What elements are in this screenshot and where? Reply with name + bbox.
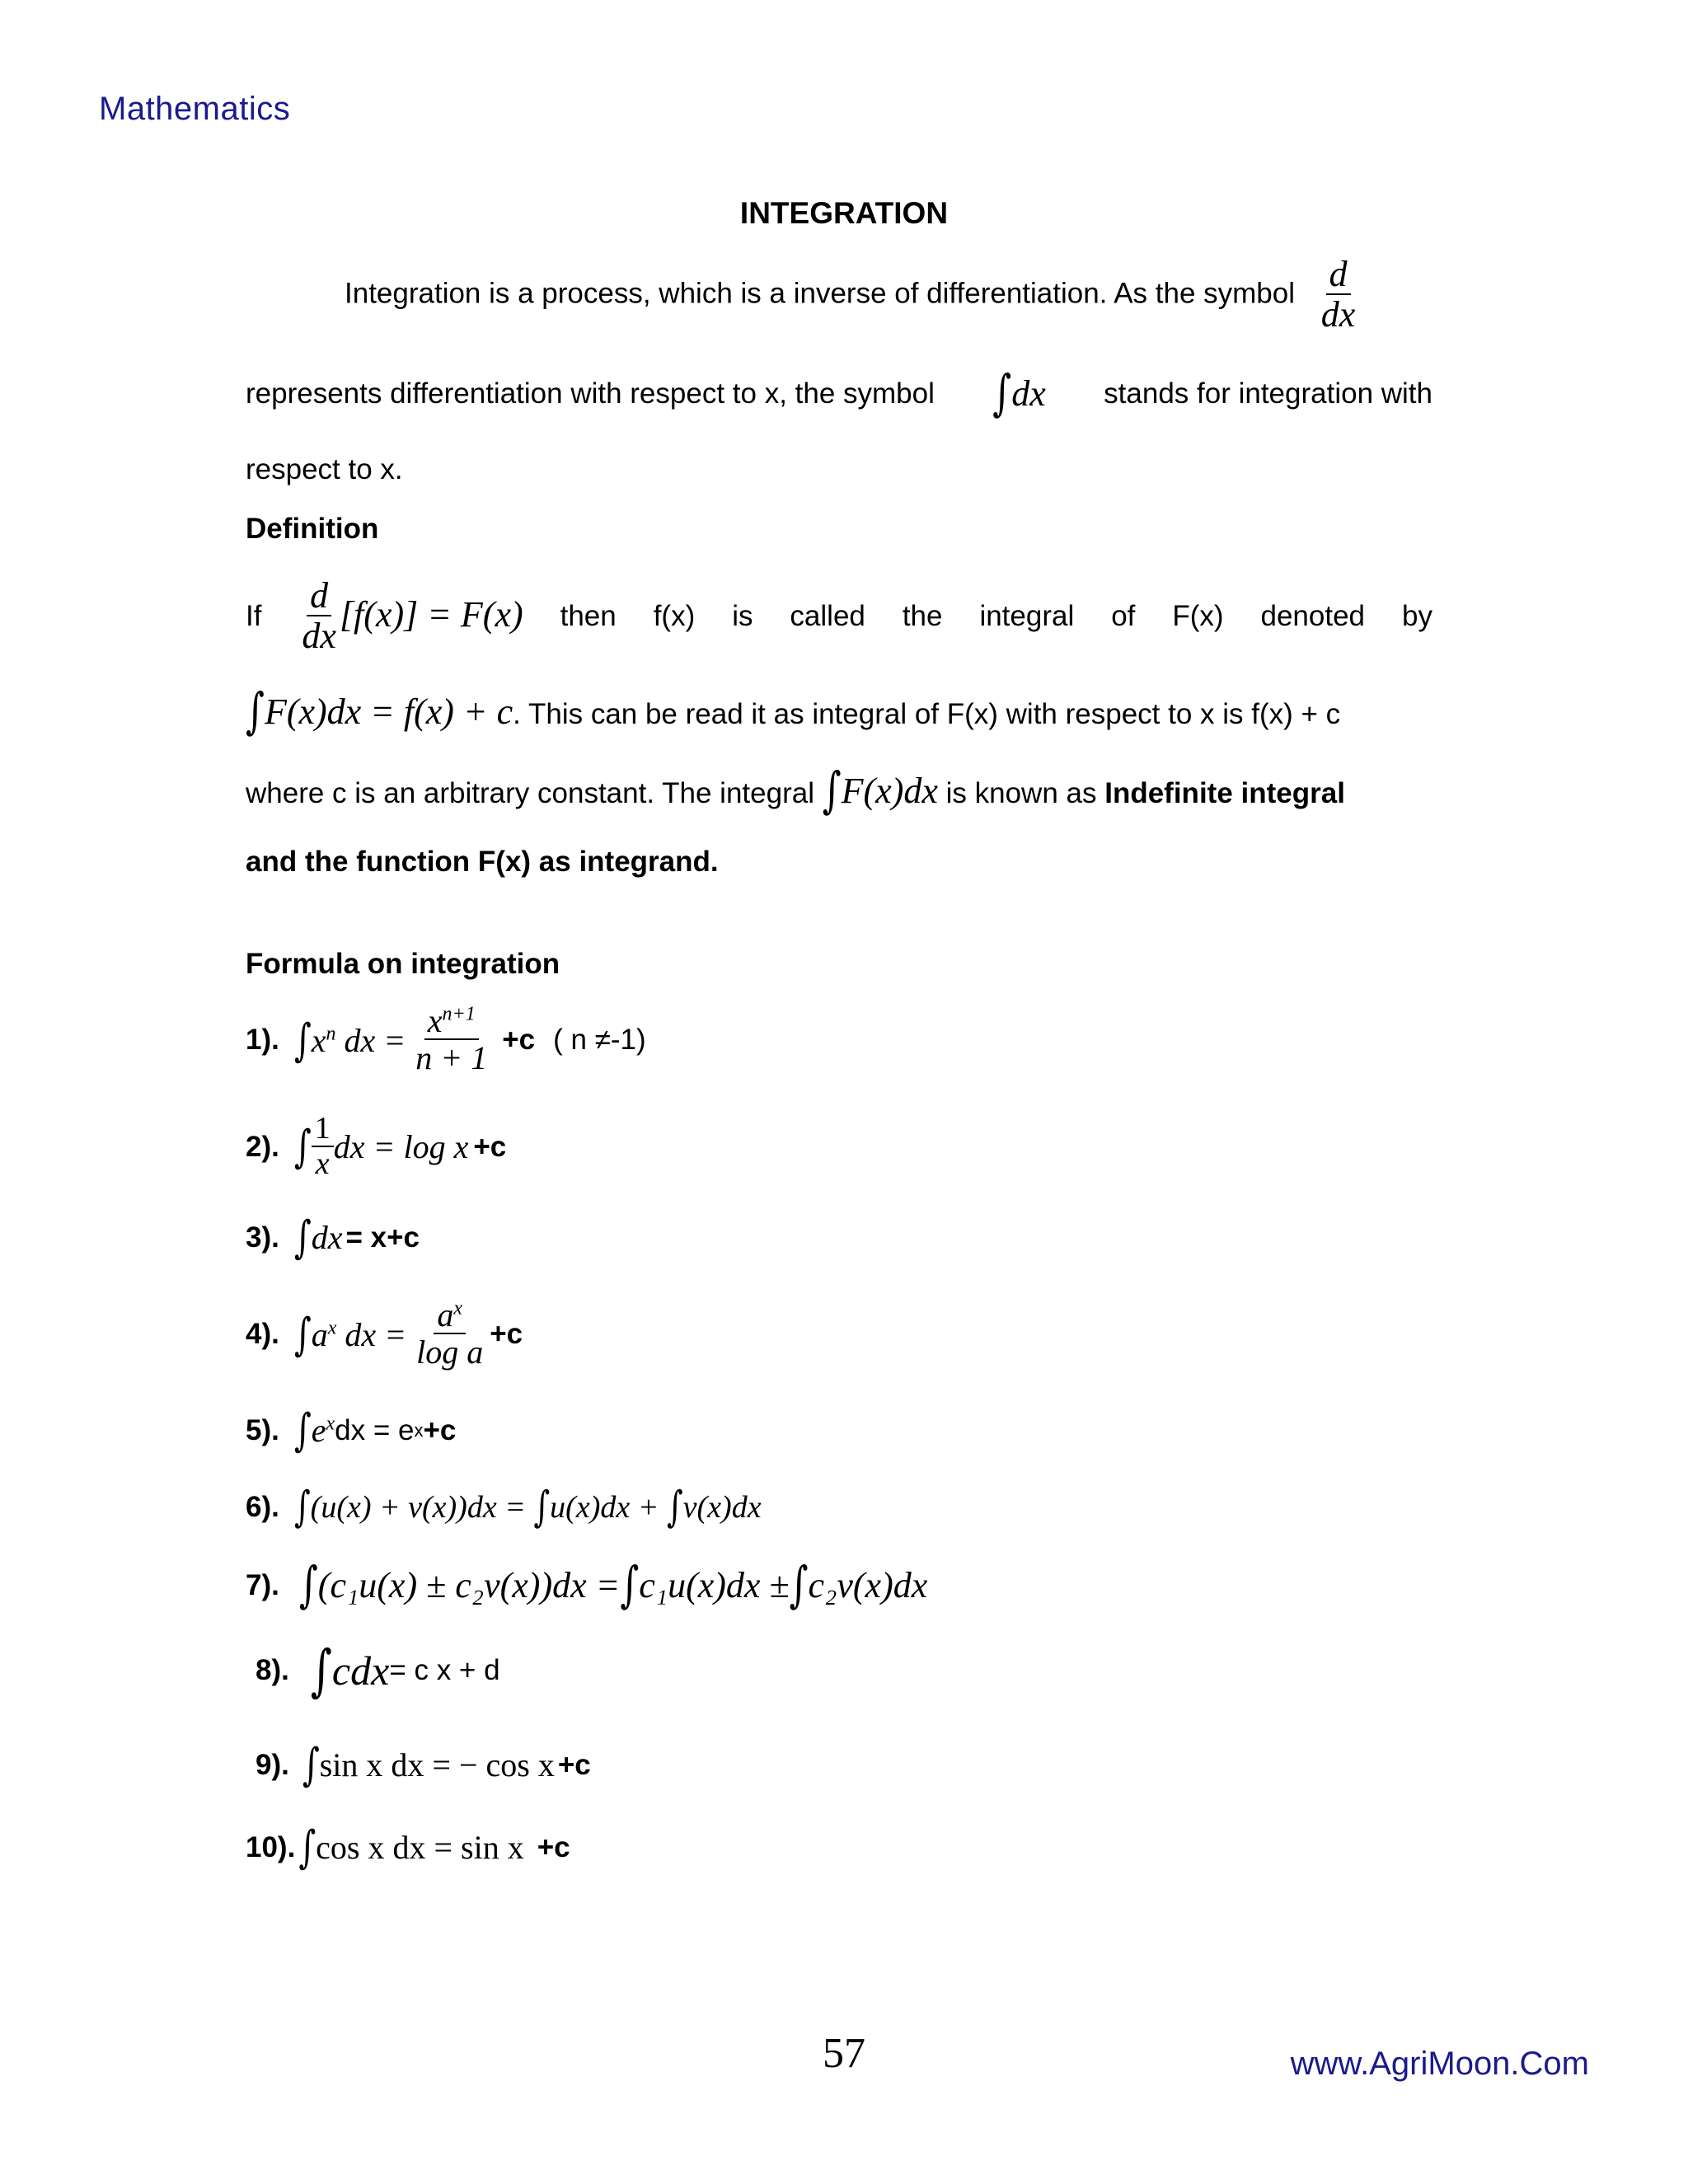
- derivative-expression: [298, 577, 523, 657]
- cdx-text: cdx: [331, 1647, 390, 1694]
- definition-line-2: [246, 683, 1341, 740]
- word: the: [902, 600, 943, 633]
- definition-text-3a: where c is an arbitrary constant. The integral: [246, 777, 814, 809]
- base: a: [311, 1315, 328, 1353]
- intro-line-1: [345, 255, 1358, 335]
- power-fraction: [412, 1004, 490, 1076]
- exponent: x: [327, 1317, 337, 1339]
- definition-heading: Definition: [246, 513, 379, 545]
- integral-sign: ∫: [293, 1404, 312, 1457]
- frac-den: x: [315, 1146, 330, 1181]
- formula-label: 10).: [246, 1830, 296, 1863]
- integral-dx-symbol: [992, 365, 1046, 422]
- formula-expression: [302, 1739, 555, 1792]
- integral-equation: [246, 683, 513, 740]
- integral-sign: ∫: [293, 1015, 312, 1066]
- num-exponent: n+1: [442, 1003, 476, 1025]
- formula-part-2: u(x)dx +: [550, 1490, 659, 1525]
- formula-part-2: c₁u(x)dx ±: [639, 1565, 790, 1605]
- plus-c: +c: [557, 1748, 591, 1781]
- formula-1: [246, 1004, 646, 1076]
- indefinite-integral-term: Indefinite integral: [1104, 777, 1345, 809]
- word: by: [1401, 600, 1432, 633]
- frac-num: 1: [312, 1113, 334, 1147]
- formula-label: 5).: [246, 1413, 279, 1446]
- integral-sign: ∫: [620, 1557, 640, 1614]
- definition-text-2: . This can be read it as integral of F(x) with respect to x is f(x) + c: [513, 698, 1341, 730]
- d-dx-symbol: [1318, 255, 1359, 335]
- formula-expression: [310, 1638, 390, 1704]
- header-subject: Mathematics: [99, 91, 291, 127]
- lhs-tail: dx =: [335, 1021, 406, 1059]
- plus-c: +c: [502, 1024, 536, 1056]
- integral-sign: ∫: [246, 683, 265, 740]
- integral-sign: ∫: [310, 1638, 332, 1704]
- equation-text: F(x)dx = f(x) + c: [264, 691, 513, 732]
- integral-sign: ∫: [666, 1482, 683, 1531]
- dx-text: dx: [1011, 373, 1046, 414]
- word: called: [790, 600, 865, 633]
- frac-den: dx: [1320, 294, 1356, 335]
- exponential-fraction: [413, 1298, 486, 1371]
- frac-num: d: [307, 577, 331, 616]
- formula-2: [246, 1113, 506, 1182]
- intro-text-2a: represents differentiation with respect to x, the symbol: [246, 377, 935, 410]
- integral-sign: ∫: [822, 762, 842, 819]
- sin-expression: sin x dx = − cos x: [319, 1746, 555, 1783]
- page-number: 57: [823, 2030, 865, 2077]
- word: f(x): [653, 600, 696, 633]
- lhs-tail: dx =: [336, 1315, 407, 1353]
- formula-expression: [298, 1557, 928, 1614]
- exponent: x: [326, 1413, 335, 1435]
- word: of: [1111, 600, 1136, 633]
- formula-expression: dx: [311, 1219, 343, 1256]
- formula-part-3: v(x)dx: [682, 1490, 762, 1525]
- word: is: [732, 600, 753, 633]
- condition: ( n ≠-1): [553, 1024, 646, 1056]
- frac-den: n + 1: [415, 1039, 488, 1076]
- integral-sign: ∫: [533, 1482, 551, 1531]
- formula-label: 9).: [256, 1748, 289, 1781]
- num-exponent: x: [453, 1297, 462, 1319]
- plus-c: +c: [423, 1413, 457, 1446]
- integral-sign: ∫: [992, 365, 1012, 422]
- word: F(x): [1172, 600, 1224, 633]
- bracket-expression: [f(x)] = F(x): [339, 593, 523, 635]
- integral-sign: ∫: [293, 1212, 312, 1264]
- formulas-heading: Formula on integration: [246, 948, 560, 980]
- plus-c: +c: [490, 1318, 523, 1350]
- formula-label: 7).: [246, 1568, 279, 1601]
- rhs-exponent: x: [414, 1419, 424, 1441]
- exponent: n: [326, 1023, 336, 1045]
- word: then: [560, 600, 617, 633]
- formula-rhs: dx = log x: [333, 1128, 469, 1166]
- formula-expression: [293, 1404, 335, 1457]
- formula-label: 6).: [246, 1490, 279, 1523]
- formula-expression: [293, 1309, 407, 1361]
- frac-num: d: [1326, 255, 1351, 295]
- formula-part-3: c₂v(x)dx: [808, 1565, 928, 1605]
- integral-fx-dx: [822, 762, 938, 819]
- fx-dx-text: F(x)dx: [841, 771, 938, 811]
- formula-label: 3).: [246, 1221, 279, 1254]
- integral-sign: ∫: [293, 1482, 311, 1531]
- formula-rhs: dx = e: [335, 1413, 415, 1446]
- word: integral: [979, 600, 1075, 633]
- formula-10: [246, 1821, 570, 1874]
- base: e: [311, 1412, 326, 1449]
- formula-label: 8).: [256, 1654, 289, 1686]
- num-base: a: [437, 1296, 454, 1333]
- d-dx-fraction: [298, 577, 340, 657]
- formula-9: [256, 1739, 591, 1792]
- formula-6: [246, 1482, 762, 1531]
- word: denoted: [1260, 600, 1366, 633]
- definition-text-3b: is known as: [945, 777, 1097, 809]
- integral-sign: ∫: [298, 1557, 318, 1614]
- num-base: x: [427, 1002, 443, 1039]
- formula-5: [246, 1404, 457, 1457]
- integral-sign: ∫: [293, 1309, 312, 1361]
- integral-sign: ∫: [789, 1557, 809, 1614]
- footer-site-link[interactable]: www.AgriMoon.Com: [1290, 2046, 1589, 2082]
- if-word: If: [246, 600, 262, 633]
- cos-expression: cos x dx = sin x: [316, 1829, 524, 1866]
- plus-c: +c: [537, 1830, 570, 1863]
- integral-sign: ∫: [302, 1739, 320, 1792]
- formula-rhs: = x+c: [345, 1221, 420, 1254]
- intro-line-2: [246, 365, 1432, 422]
- formula-expression: [293, 1015, 406, 1066]
- integral-sign: ∫: [298, 1821, 316, 1874]
- formula-label: 2).: [246, 1130, 279, 1163]
- formula-7: [246, 1557, 928, 1614]
- formula-label: 4).: [246, 1318, 279, 1350]
- formula-4: [246, 1298, 523, 1371]
- formula-part-1: (u(x) + v(x))dx =: [310, 1490, 526, 1525]
- frac-den: log a: [416, 1333, 484, 1371]
- definition-line-1: [246, 577, 1432, 657]
- intro-text-1: Integration is a process, which is a inverse of differentiation. As the symbol: [345, 277, 1296, 310]
- page-title: INTEGRATION: [739, 196, 949, 230]
- formula-expression: [298, 1821, 524, 1874]
- definition-line-4: and the function F(x) as integrand.: [246, 846, 719, 878]
- plus-c: +c: [473, 1130, 507, 1163]
- intro-text-2b: stands for integration with: [1104, 377, 1432, 410]
- integral-sign: ∫: [293, 1121, 312, 1173]
- formula-part-1: (c₁u(x) ± c₂v(x))dx =: [317, 1565, 621, 1605]
- frac-den: dx: [302, 616, 336, 657]
- definition-line-3: [246, 762, 1345, 819]
- formula-rhs: = c x + d: [389, 1654, 500, 1686]
- reciprocal-fraction: [312, 1113, 334, 1182]
- intro-line-3: respect to x.: [246, 453, 403, 485]
- formula-8: [256, 1638, 500, 1704]
- formula-expression: [293, 1482, 762, 1531]
- formula-3: [246, 1212, 420, 1264]
- base: x: [311, 1021, 326, 1059]
- formula-label: 1).: [246, 1024, 279, 1056]
